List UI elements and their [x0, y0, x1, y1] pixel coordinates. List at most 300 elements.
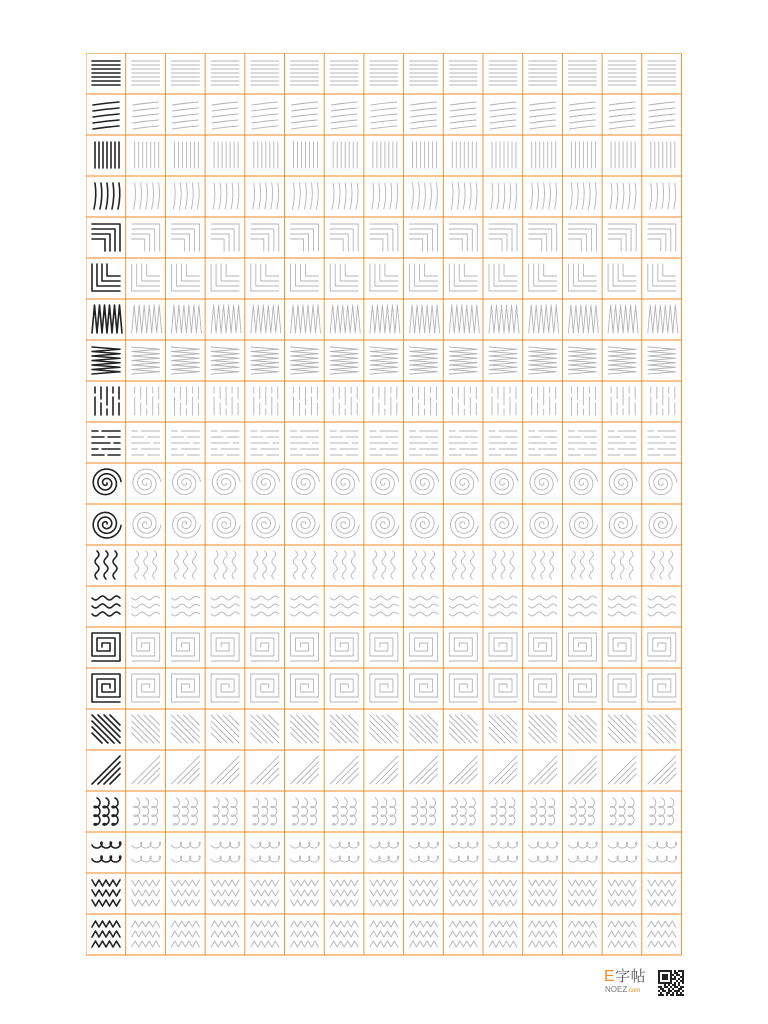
cell-zigzag-vertical — [291, 305, 321, 333]
cell-nested-corners-bottom-left — [529, 264, 557, 291]
trace-stroke-zigzag-vertical — [251, 305, 281, 333]
cell-square-spiral-right — [211, 674, 239, 702]
qr-module — [666, 970, 668, 972]
trace-stroke-vertical-lines — [333, 142, 357, 168]
trace-stroke-zigzag-vertical — [171, 305, 201, 333]
cell-broken-horizontal-lines — [449, 431, 477, 455]
qr-module — [682, 974, 684, 976]
cell-zigzag-horizontal — [291, 347, 319, 374]
trace-stroke-square-spiral-left — [608, 633, 636, 661]
trace-stroke-horizontal-lines — [132, 61, 160, 85]
cell-nested-corners-top-right — [410, 224, 438, 251]
cell-square-spiral-right — [370, 674, 398, 702]
cell-zigzag-v-rows — [410, 880, 438, 906]
cell-horizontal-loops — [529, 842, 558, 862]
qr-module — [666, 974, 668, 976]
cell-vertical-loops — [451, 798, 475, 825]
trace-stroke-spiral-counterclockwise — [451, 512, 479, 538]
cell-diagonal-lines-slash — [171, 756, 199, 784]
trace-stroke-tapered-horizontal-strokes — [371, 102, 397, 129]
trace-stroke-vertical-lines — [294, 142, 318, 168]
trace-stroke-zigzag-peak-rows — [211, 921, 239, 947]
trace-stroke-broken-horizontal-lines — [410, 431, 438, 455]
model-stroke-horizontal-lines — [92, 61, 120, 85]
cell-zigzag-peak-rows — [529, 921, 557, 947]
cell-vertical-loops — [412, 798, 436, 825]
cell-horizontal-lines — [648, 61, 676, 85]
trace-stroke-horizontal-loops — [489, 842, 518, 862]
cell-broken-horizontal-lines — [92, 431, 120, 455]
cell-diagonal-lines-slash — [370, 756, 398, 784]
trace-stroke-zigzag-horizontal — [489, 347, 517, 374]
brand-domain-main: NOEZ — [605, 985, 628, 994]
cell-zigzag-horizontal — [171, 347, 199, 374]
cell-zigzag-vertical — [211, 305, 241, 333]
model-stroke-nested-corners-top-right — [92, 224, 120, 251]
trace-stroke-horizontal-loops — [529, 842, 558, 862]
cell-zigzag-horizontal — [370, 347, 398, 374]
cell-vertical-lines — [254, 142, 278, 168]
qr-module — [666, 982, 668, 984]
model-stroke-wavy-horizontal-lines — [92, 596, 120, 616]
trace-stroke-zigzag-peak-rows — [568, 921, 596, 947]
trace-stroke-broken-vertical-lines — [373, 387, 397, 415]
cell-zigzag-peak-rows — [251, 921, 279, 947]
trace-stroke-broken-horizontal-lines — [449, 431, 477, 455]
trace-stroke-diagonal-lines-backslash — [648, 715, 676, 743]
cell-zigzag-vertical — [370, 305, 400, 333]
qr-module — [662, 994, 664, 996]
qr-module — [658, 990, 660, 992]
qr-module — [660, 994, 662, 996]
trace-stroke-vertical-loops — [293, 798, 317, 825]
qr-module — [676, 992, 678, 994]
trace-stroke-nested-corners-bottom-left — [291, 264, 319, 291]
cell-zigzag-peak-rows — [291, 921, 319, 947]
trace-stroke-spiral-counterclockwise — [371, 512, 399, 538]
cell-spiral-counterclockwise — [451, 512, 479, 538]
trace-stroke-diagonal-lines-slash — [410, 756, 438, 784]
cell-zigzag-peak-rows — [449, 921, 477, 947]
qr-module — [670, 982, 672, 984]
cell-horizontal-lines — [410, 61, 438, 85]
cell-zigzag-vertical — [251, 305, 281, 333]
model-stroke-vertical-lines — [95, 142, 119, 168]
trace-stroke-zigzag-peak-rows — [410, 921, 438, 947]
trace-stroke-diagonal-lines-slash — [529, 756, 557, 784]
brand-logo — [604, 968, 688, 1000]
cell-square-spiral-right — [449, 674, 477, 702]
cell-diagonal-lines-backslash — [608, 715, 636, 743]
cell-spiral-clockwise — [649, 469, 677, 495]
trace-stroke-nested-corners-bottom-left — [489, 264, 517, 291]
cell-square-spiral-right — [608, 674, 636, 702]
cell-broken-horizontal-lines — [608, 431, 636, 455]
qr-module — [674, 984, 676, 986]
trace-stroke-diagonal-lines-backslash — [608, 715, 636, 743]
trace-stroke-square-spiral-right — [370, 674, 398, 702]
cell-nested-corners-top-right — [529, 224, 557, 251]
cell-broken-vertical-lines — [611, 387, 635, 415]
brand-domain — [605, 985, 640, 996]
cell-horizontal-lines — [449, 61, 477, 85]
trace-stroke-tapered-vertical-strokes — [293, 183, 319, 209]
qr-module — [670, 986, 672, 988]
trace-stroke-zigzag-v-rows — [330, 880, 358, 906]
trace-stroke-vertical-lines — [492, 142, 516, 168]
trace-stroke-horizontal-lines — [529, 61, 557, 85]
cell-spiral-counterclockwise — [212, 512, 240, 538]
model-stroke-broken-vertical-lines — [95, 387, 119, 415]
trace-stroke-tapered-horizontal-strokes — [172, 102, 198, 129]
trace-stroke-broken-horizontal-lines — [251, 431, 279, 455]
qr-module — [670, 980, 672, 982]
cell-tapered-vertical-strokes — [610, 183, 636, 209]
cell-horizontal-lines — [251, 61, 279, 85]
trace-stroke-nested-corners-top-right — [529, 224, 557, 251]
trace-stroke-spiral-clockwise — [371, 469, 399, 495]
cell-nested-corners-bottom-left — [330, 264, 358, 291]
cell-horizontal-loops — [330, 842, 359, 862]
trace-stroke-wavy-vertical-lines — [452, 551, 474, 579]
trace-stroke-tapered-vertical-strokes — [173, 183, 199, 209]
trace-stroke-square-spiral-left — [529, 633, 557, 661]
cell-wavy-vertical-lines — [492, 551, 514, 579]
cell-tapered-horizontal-strokes — [212, 102, 238, 129]
qr-code-icon — [658, 970, 684, 996]
cell-broken-vertical-lines — [571, 387, 595, 415]
trace-stroke-square-spiral-right — [330, 674, 358, 702]
cell-zigzag-horizontal — [132, 347, 160, 374]
cell-zigzag-v-rows — [251, 880, 279, 906]
cell-square-spiral-left — [251, 633, 279, 661]
cell-horizontal-loops — [132, 842, 161, 862]
cell-square-spiral-right — [330, 674, 358, 702]
trace-stroke-tapered-horizontal-strokes — [490, 102, 516, 129]
cell-vertical-loops — [134, 798, 158, 825]
qr-module — [660, 988, 662, 990]
cell-square-spiral-right — [171, 674, 199, 702]
trace-stroke-vertical-lines — [254, 142, 278, 168]
cell-wavy-horizontal-lines — [211, 596, 239, 616]
trace-stroke-wavy-horizontal-lines — [410, 596, 438, 616]
trace-stroke-tapered-vertical-strokes — [610, 183, 636, 209]
cell-wavy-vertical-lines — [532, 551, 554, 579]
qr-module — [682, 976, 684, 978]
cell-nested-corners-top-right — [608, 224, 636, 251]
cell-spiral-clockwise — [411, 469, 439, 495]
trace-stroke-wavy-horizontal-lines — [171, 596, 199, 616]
cell-vertical-loops — [372, 798, 396, 825]
brand-logo-text — [604, 968, 646, 985]
cell-diagonal-lines-backslash — [92, 715, 120, 743]
trace-stroke-zigzag-peak-rows — [132, 921, 160, 947]
trace-stroke-spiral-counterclockwise — [411, 512, 439, 538]
cell-square-spiral-left — [449, 633, 477, 661]
qr-module — [670, 974, 672, 976]
cell-vertical-lines — [214, 142, 238, 168]
trace-stroke-nested-corners-top-right — [132, 224, 160, 251]
trace-stroke-wavy-vertical-lines — [373, 551, 395, 579]
cell-nested-corners-top-right — [132, 224, 160, 251]
trace-stroke-square-spiral-right — [648, 674, 676, 702]
trace-stroke-zigzag-horizontal — [370, 347, 398, 374]
trace-stroke-broken-vertical-lines — [571, 387, 595, 415]
trace-stroke-square-spiral-right — [132, 674, 160, 702]
cell-nested-corners-bottom-left — [648, 264, 676, 291]
cell-diagonal-lines-backslash — [410, 715, 438, 743]
cell-horizontal-lines — [291, 61, 319, 85]
qr-module — [664, 970, 666, 972]
cell-diagonal-lines-slash — [489, 756, 517, 784]
trace-stroke-spiral-counterclockwise — [173, 512, 201, 538]
trace-stroke-diagonal-lines-slash — [171, 756, 199, 784]
cell-spiral-clockwise — [173, 469, 201, 495]
cell-diagonal-lines-slash — [251, 756, 279, 784]
cell-spiral-clockwise — [371, 469, 399, 495]
cell-nested-corners-top-right — [568, 224, 596, 251]
trace-stroke-wavy-vertical-lines — [532, 551, 554, 579]
trace-stroke-diagonal-lines-backslash — [449, 715, 477, 743]
model-stroke-wavy-vertical-lines — [95, 551, 117, 579]
trace-stroke-square-spiral-left — [370, 633, 398, 661]
cell-wavy-vertical-lines — [333, 551, 355, 579]
cell-wavy-horizontal-lines — [330, 596, 358, 616]
trace-stroke-tapered-vertical-strokes — [332, 183, 358, 209]
cell-nested-corners-top-right — [330, 224, 358, 251]
trace-stroke-horizontal-lines — [171, 61, 199, 85]
cell-nested-corners-bottom-left — [132, 264, 160, 291]
qr-module — [678, 994, 680, 996]
cell-horizontal-loops — [251, 842, 280, 862]
cell-wavy-horizontal-lines — [92, 596, 120, 616]
trace-stroke-wavy-horizontal-lines — [568, 596, 596, 616]
trace-stroke-zigzag-horizontal — [211, 347, 239, 374]
qr-module — [658, 980, 660, 982]
cell-nested-corners-bottom-left — [92, 264, 120, 291]
cell-nested-corners-bottom-left — [449, 264, 477, 291]
cell-zigzag-v-rows — [291, 880, 319, 906]
cell-zigzag-vertical — [330, 305, 360, 333]
trace-stroke-vertical-loops — [451, 798, 475, 825]
trace-stroke-tapered-horizontal-strokes — [252, 102, 278, 129]
trace-stroke-broken-vertical-lines — [333, 387, 357, 415]
trace-stroke-spiral-counterclockwise — [490, 512, 518, 538]
trace-stroke-broken-horizontal-lines — [529, 431, 557, 455]
trace-stroke-tapered-vertical-strokes — [372, 183, 398, 209]
trace-stroke-spiral-clockwise — [173, 469, 201, 495]
qr-module — [658, 986, 660, 988]
qr-module — [658, 982, 660, 984]
cell-broken-horizontal-lines — [251, 431, 279, 455]
trace-stroke-wavy-horizontal-lines — [330, 596, 358, 616]
cell-wavy-horizontal-lines — [648, 596, 676, 616]
trace-stroke-horizontal-lines — [410, 61, 438, 85]
cell-vertical-lines — [95, 142, 119, 168]
trace-stroke-zigzag-v-rows — [211, 880, 239, 906]
cell-square-spiral-left — [330, 633, 358, 661]
trace-stroke-square-spiral-right — [211, 674, 239, 702]
cell-nested-corners-bottom-left — [251, 264, 279, 291]
trace-stroke-spiral-clockwise — [649, 469, 677, 495]
cell-zigzag-horizontal — [449, 347, 477, 374]
trace-stroke-vertical-lines — [611, 142, 635, 168]
cell-horizontal-loops — [211, 842, 240, 862]
qr-module — [674, 972, 676, 974]
cell-diagonal-lines-backslash — [648, 715, 676, 743]
cell-tapered-vertical-strokes — [94, 183, 120, 209]
cell-zigzag-horizontal — [608, 347, 636, 374]
cell-tapered-vertical-strokes — [531, 183, 557, 209]
cell-diagonal-lines-slash — [648, 756, 676, 784]
trace-stroke-spiral-counterclockwise — [212, 512, 240, 538]
cell-nested-corners-top-right — [92, 224, 120, 251]
qr-module — [674, 978, 676, 980]
trace-stroke-wavy-horizontal-lines — [608, 596, 636, 616]
qr-module — [666, 986, 668, 988]
cell-zigzag-vertical — [171, 305, 201, 333]
trace-stroke-zigzag-vertical — [211, 305, 241, 333]
trace-stroke-spiral-clockwise — [411, 469, 439, 495]
cell-horizontal-lines — [92, 61, 120, 85]
trace-stroke-nested-corners-bottom-left — [568, 264, 596, 291]
trace-stroke-broken-vertical-lines — [452, 387, 476, 415]
qr-module — [678, 974, 680, 976]
trace-stroke-square-spiral-left — [489, 633, 517, 661]
cell-spiral-clockwise — [93, 469, 121, 495]
qr-module — [682, 994, 684, 996]
trace-stroke-diagonal-lines-slash — [608, 756, 636, 784]
cell-nested-corners-bottom-left — [568, 264, 596, 291]
cell-horizontal-lines — [330, 61, 358, 85]
cell-zigzag-v-rows — [171, 880, 199, 906]
trace-stroke-zigzag-horizontal — [608, 347, 636, 374]
trace-stroke-wavy-horizontal-lines — [291, 596, 319, 616]
trace-stroke-square-spiral-right — [171, 674, 199, 702]
trace-stroke-vertical-lines — [373, 142, 397, 168]
trace-stroke-broken-vertical-lines — [174, 387, 198, 415]
trace-stroke-nested-corners-bottom-left — [608, 264, 636, 291]
trace-stroke-broken-vertical-lines — [651, 387, 675, 415]
cell-nested-corners-bottom-left — [291, 264, 319, 291]
cell-horizontal-lines — [608, 61, 636, 85]
qr-module — [658, 976, 660, 978]
trace-stroke-zigzag-vertical — [608, 305, 638, 333]
trace-stroke-vertical-lines — [413, 142, 437, 168]
trace-stroke-horizontal-lines — [330, 61, 358, 85]
trace-stroke-horizontal-lines — [489, 61, 517, 85]
cell-zigzag-v-rows — [132, 880, 160, 906]
cell-nested-corners-top-right — [370, 224, 398, 251]
model-stroke-broken-horizontal-lines — [92, 431, 120, 455]
cell-zigzag-v-rows — [449, 880, 477, 906]
trace-stroke-zigzag-peak-rows — [171, 921, 199, 947]
trace-stroke-nested-corners-bottom-left — [648, 264, 676, 291]
cell-spiral-counterclockwise — [570, 512, 598, 538]
trace-stroke-vertical-lines — [571, 142, 595, 168]
qr-module — [670, 978, 672, 980]
trace-stroke-zigzag-vertical — [291, 305, 321, 333]
trace-stroke-diagonal-lines-slash — [370, 756, 398, 784]
trace-stroke-spiral-clockwise — [451, 469, 479, 495]
trace-stroke-tapered-horizontal-strokes — [609, 102, 635, 129]
trace-stroke-horizontal-loops — [568, 842, 597, 862]
qr-module — [678, 978, 680, 980]
trace-stroke-diagonal-lines-backslash — [529, 715, 557, 743]
qr-module — [672, 974, 674, 976]
qr-module — [662, 978, 664, 980]
cell-square-spiral-right — [410, 674, 438, 702]
trace-stroke-vertical-loops — [412, 798, 436, 825]
qr-module — [664, 976, 666, 978]
qr-module — [680, 994, 682, 996]
qr-module — [678, 970, 680, 972]
trace-stroke-nested-corners-top-right — [291, 224, 319, 251]
trace-stroke-zigzag-v-rows — [291, 880, 319, 906]
cell-zigzag-horizontal — [489, 347, 517, 374]
trace-stroke-wavy-vertical-lines — [492, 551, 514, 579]
cell-diagonal-lines-slash — [608, 756, 636, 784]
cell-vertical-lines — [294, 142, 318, 168]
qr-module — [682, 970, 684, 972]
cell-zigzag-horizontal — [92, 347, 120, 374]
trace-stroke-tapered-vertical-strokes — [531, 183, 557, 209]
cell-nested-corners-top-right — [171, 224, 199, 251]
model-stroke-nested-corners-bottom-left — [92, 264, 120, 291]
trace-stroke-tapered-vertical-strokes — [451, 183, 477, 209]
cell-horizontal-lines — [568, 61, 596, 85]
qr-module — [668, 970, 670, 972]
trace-stroke-spiral-clockwise — [530, 469, 558, 495]
cell-zigzag-horizontal — [410, 347, 438, 374]
cell-tapered-horizontal-strokes — [292, 102, 318, 129]
cell-wavy-vertical-lines — [611, 551, 633, 579]
trace-stroke-zigzag-vertical — [449, 305, 479, 333]
trace-stroke-spiral-counterclockwise — [609, 512, 637, 538]
cell-spiral-counterclockwise — [490, 512, 518, 538]
cell-square-spiral-left — [648, 633, 676, 661]
trace-stroke-horizontal-loops — [211, 842, 240, 862]
trace-stroke-square-spiral-right — [449, 674, 477, 702]
brand-domain-tld: .com — [627, 988, 641, 994]
cell-diagonal-lines-backslash — [568, 715, 596, 743]
trace-stroke-zigzag-horizontal — [410, 347, 438, 374]
cell-tapered-horizontal-strokes — [490, 102, 516, 129]
trace-stroke-nested-corners-bottom-left — [410, 264, 438, 291]
trace-stroke-vertical-lines — [651, 142, 675, 168]
cell-vertical-loops — [173, 798, 197, 825]
cell-nested-corners-top-right — [211, 224, 239, 251]
trace-stroke-tapered-horizontal-strokes — [649, 102, 675, 129]
cell-wavy-horizontal-lines — [171, 596, 199, 616]
cell-broken-vertical-lines — [135, 387, 159, 415]
qr-module — [672, 992, 674, 994]
cell-tapered-horizontal-strokes — [172, 102, 198, 129]
trace-stroke-spiral-counterclockwise — [649, 512, 677, 538]
trace-stroke-spiral-clockwise — [490, 469, 518, 495]
cell-broken-horizontal-lines — [529, 431, 557, 455]
qr-module — [662, 976, 664, 978]
cell-horizontal-loops — [171, 842, 200, 862]
trace-stroke-horizontal-loops — [132, 842, 161, 862]
trace-stroke-vertical-loops — [332, 798, 356, 825]
qr-module — [664, 990, 666, 992]
qr-module — [670, 990, 672, 992]
trace-stroke-spiral-clockwise — [609, 469, 637, 495]
trace-stroke-diagonal-lines-slash — [330, 756, 358, 784]
cell-square-spiral-left — [291, 633, 319, 661]
cell-vertical-lines — [174, 142, 198, 168]
